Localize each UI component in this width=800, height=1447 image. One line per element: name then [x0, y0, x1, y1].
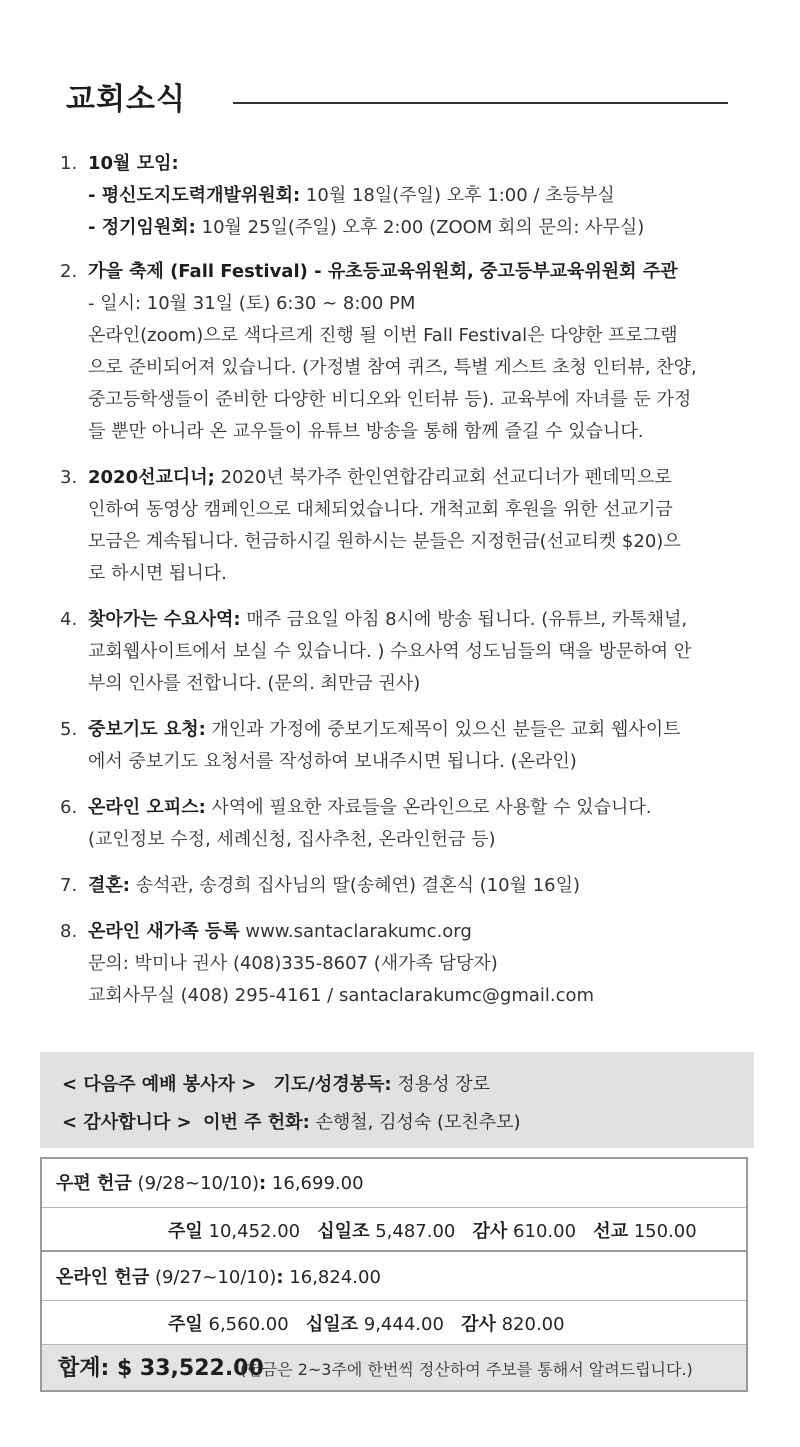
- item-number: 3.: [60, 467, 78, 488]
- item-line: 들 뿐만 아니라 온 교우들이 유튜브 방송을 통해 함께 즐길 수 있습니다.: [88, 421, 644, 442]
- item-line: 가을 축제 (Fall Festival) - 유초등교육위원회, 중고등부교육위원회 주관: [88, 261, 678, 282]
- news-item-new-family: [60, 916, 760, 1012]
- table-divider: [42, 1207, 746, 1208]
- item-line: - 평신도지도력개발위원회: 10월 18일(주일) 오후 1:00 / 초등부실: [88, 185, 615, 206]
- section-header: [66, 74, 728, 124]
- item-line: 찾아가는 수요사역: 매주 금요일 아침 8시에 방송 됩니다. (유튜브, 카톡채널,: [88, 609, 688, 630]
- online-offering-row: 온라인 헌금 (9/27~10/10): 16,824.00: [56, 1267, 381, 1288]
- item-number: 4.: [60, 609, 78, 630]
- item-line: 문의: 박미나 권사 (408)335-8607 (새가족 담당자): [88, 953, 498, 974]
- news-item-meetings: [60, 148, 760, 244]
- page-title: 교회소식: [66, 82, 186, 117]
- offering-note: (헌금은 2~3주에 한번씩 정산하여 주보를 통해서 알려드립니다.): [240, 1360, 693, 1379]
- item-line: 온라인(zoom)으로 색다르게 진행 될 이번 Fall Festival은 다양한 프로그램: [88, 325, 678, 346]
- item-line: 으로 준비되어져 있습니다. (가정별 참여 퀴즈, 특별 게스트 초청 인터뷰, 찬양,: [88, 357, 697, 378]
- item-line: 중고등학생들이 준비한 다양한 비디오와 인터뷰 등). 교육부에 자녀를 둔 가정: [88, 389, 692, 410]
- website-link[interactable]: www.santaclarakumc.org: [239, 921, 472, 942]
- news-item-mission-dinner: [60, 462, 760, 590]
- item-line: 로 하시면 됩니다.: [88, 563, 227, 584]
- item-number: 2.: [60, 261, 78, 282]
- item-line: 10월 모임:: [88, 153, 179, 174]
- grand-total-row: [42, 1345, 746, 1390]
- item-line: 교회웹사이트에서 보실 수 있습니다. ) 수요사역 성도님들의 댁을 방문하여 안: [88, 641, 692, 662]
- item-number: 1.: [60, 153, 78, 174]
- news-item-fall-festival: [60, 256, 760, 448]
- item-line: [88, 980, 760, 1012]
- servers-row: < 다음주 예배 봉사자 > 기도/성경봉독: 정용성 장로: [62, 1074, 491, 1095]
- item-number: 8.: [60, 921, 78, 942]
- item-line: 모금은 계속됩니다. 헌금하시길 원하시는 분들은 지정헌금(선교티켓 $20)으: [88, 531, 681, 552]
- item-line: 인하여 동영상 캠페인으로 대체되었습니다. 개척교회 후원을 위한 선교기금: [88, 499, 673, 520]
- grand-total: 합계: $ 33,522.00: [58, 1356, 264, 1381]
- item-line: 중보기도 요청: 개인과 가정에 중보기도제목이 있으신 분들은 교회 웹사이트: [88, 719, 681, 740]
- mail-offering-detail: 주일 10,452.00 십일조 5,487.00 감사 610.00 선교 150.00: [168, 1221, 697, 1242]
- item-line: 부의 인사를 전합니다. (문의. 최만금 권사): [88, 673, 421, 694]
- item-number: 5.: [60, 719, 78, 740]
- item-line: - 일시: 10월 31일 (토) 6:30 ~ 8:00 PM: [88, 293, 416, 314]
- mail-offering-row: 우편 헌금 (9/28~10/10): 16,699.00: [56, 1173, 364, 1194]
- online-offering-detail: 주일 6,560.00 십일조 9,444.00 감사 820.00: [168, 1314, 565, 1335]
- item-line: 2020선교디너; 2020년 북가주 한인연합감리교회 선교디너가 펜데믹으로: [88, 467, 672, 488]
- news-item-prayer-request: [60, 714, 760, 778]
- item-line: 결혼: 송석관, 송경희 집사님의 딸(송혜연) 결혼식 (10월 16일): [88, 875, 581, 896]
- news-item-online-office: [60, 792, 760, 856]
- item-line: 에서 중보기도 요청서를 작성하여 보내주시면 됩니다. (온라인): [88, 751, 577, 772]
- news-item-wedding: [60, 870, 760, 902]
- item-line: - 정기임원회: 10월 25일(주일) 오후 2:00 (ZOOM 회의 문의: 사무실): [88, 217, 645, 238]
- table-divider: [42, 1300, 746, 1301]
- news-list: [60, 148, 760, 1012]
- table-divider: [42, 1250, 746, 1252]
- item-line: (교인정보 수정, 세례신청, 집사추천, 온라인헌금 등): [88, 829, 496, 850]
- news-item-wednesday-ministry: [60, 604, 760, 700]
- title-divider: [233, 102, 728, 104]
- thanks-row: < 감사합니다 > 이번 주 헌화: 손행철, 김성숙 (모친추모): [62, 1112, 521, 1133]
- item-line: 온라인 오피스: 사역에 필요한 자료들을 온라인으로 사용할 수 있습니다.: [88, 797, 652, 818]
- email-link[interactable]: 교회사무실 (408) 295-4161 / santaclarakumc@gmail.com: [88, 985, 595, 1006]
- item-number: 6.: [60, 797, 78, 818]
- item-number: 7.: [60, 875, 78, 896]
- item-line: 온라인 새가족 등록 www.santaclarakumc.org: [88, 921, 472, 942]
- offering-table: [40, 1157, 748, 1392]
- servers-box: [40, 1052, 754, 1148]
